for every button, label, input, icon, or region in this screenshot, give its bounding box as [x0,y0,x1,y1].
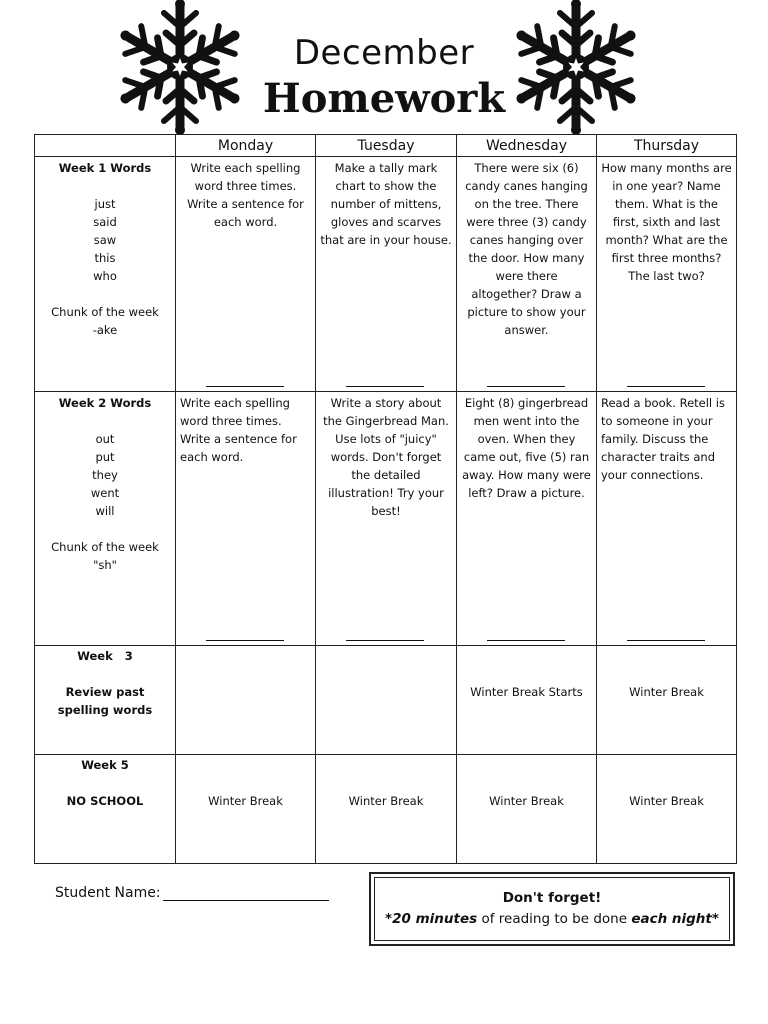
week1-monday-cell [176,157,316,392]
week2-heading: Week 2 Words [58,396,152,410]
signature-line [487,386,565,387]
week5-subheading: NO SCHOOL [66,794,144,808]
spelling-word: went [90,486,120,500]
week3-monday-cell [176,646,316,755]
reminder-text [385,909,719,930]
week1-heading: Week 1 Words [58,161,152,175]
signature-line [346,386,424,387]
spelling-word: will [95,504,115,518]
task-text: Read a book. Retell is to someone in your family. Discuss the character traits and your connections. [601,396,725,482]
signature-line [346,640,424,641]
table-row-week1 [35,157,737,392]
signature-line [487,640,565,641]
task-text: Make a tally mark chart to show the number of mittens, gloves and scarves that are in your house. [320,161,452,247]
week1-thursday-cell [597,157,737,392]
week2-words-cell [35,392,176,646]
week1-wednesday-cell [457,157,597,392]
week5-wednesday-cell [457,755,597,864]
signature-line [206,386,284,387]
chunk-value: "sh" [93,558,117,572]
reminder-suffix: * [711,911,719,927]
week5-heading: Week 5 [81,758,129,772]
column-header-tuesday: Tuesday [316,135,457,157]
task-text: Winter Break Starts [470,685,583,699]
table-row-week3 [35,646,737,755]
spelling-word: they [92,468,118,482]
signature-line [627,386,705,387]
homework-table [34,134,737,864]
corner-cell [35,135,176,157]
student-name-label: Student Name: [55,885,161,901]
task-text: Winter Break [489,794,564,808]
student-name-line [163,884,329,901]
spelling-word: who [93,269,117,283]
spelling-word: out [95,432,115,446]
header-row [35,135,737,157]
reminder-each-night: each night [631,911,712,927]
task-text: How many months are in one year? Name them. What is the first, sixth and last month? What are the first three months? The last two? [601,161,732,283]
reminder-middle: of reading to be done [477,911,632,927]
signature-line [627,640,705,641]
week2-tuesday-cell [316,392,457,646]
reading-reminder-box [369,872,735,946]
week2-monday-cell [176,392,316,646]
task-text: Winter Break [629,685,704,699]
week2-thursday-cell [597,392,737,646]
reminder-minutes: 20 minutes [392,911,478,927]
student-name-field [55,884,329,901]
column-header-thursday: Thursday [597,135,737,157]
week2-wednesday-cell [457,392,597,646]
week3-subheading: Review past spelling words [57,685,153,717]
week1-words-cell [35,157,176,392]
task-text: Write each spelling word three times. Write a sentence for each word. [180,396,297,464]
reminder-prefix: * [385,911,393,927]
spelling-word: said [93,215,117,229]
week3-wednesday-cell [457,646,597,755]
week5-thursday-cell [597,755,737,864]
task-text: Winter Break [348,794,424,808]
table-row-week2 [35,392,737,646]
column-header-wednesday: Wednesday [457,135,597,157]
chunk-value: -ake [92,323,118,337]
task-text: Eight (8) gingerbread men went into the oven. When they came out, five (5) ran away. How many were left? Draw a picture. [462,396,591,500]
week3-thursday-cell [597,646,737,755]
task-text: Write each spelling word three times. Write a sentence for each word. [187,161,304,229]
chunk-label: Chunk of the week [51,305,159,319]
week3-tuesday-cell [316,646,457,755]
task-text: Winter Break [629,794,704,808]
reminder-title: Don't forget! [502,890,602,906]
chunk-label: Chunk of the week [51,540,159,554]
page-title-month: December [293,33,475,73]
signature-line [206,640,284,641]
page-title: Homework [262,75,506,122]
column-header-monday: Monday [176,135,316,157]
spelling-word: this [94,251,116,265]
task-text: Winter Break [208,794,283,808]
task-text: There were six (6) candy canes hanging on the tree. There were three (3) candy canes hanging over the door. How many were there altogether? Draw a picture to show your answer. [465,161,588,337]
week3-heading: Week 3 [77,649,133,663]
spelling-word: just [94,197,116,211]
spelling-word: put [95,450,115,464]
week5-monday-cell [176,755,316,864]
spelling-word: saw [93,233,117,247]
week3-words-cell [35,646,176,755]
week1-tuesday-cell [316,157,457,392]
week5-tuesday-cell [316,755,457,864]
task-text: Write a story about the Gingerbread Man. Use lots of "juicy" words. Don't forget the detailed illustration! Try your best! [323,396,449,518]
week5-words-cell [35,755,176,864]
table-row-week5 [35,755,737,864]
